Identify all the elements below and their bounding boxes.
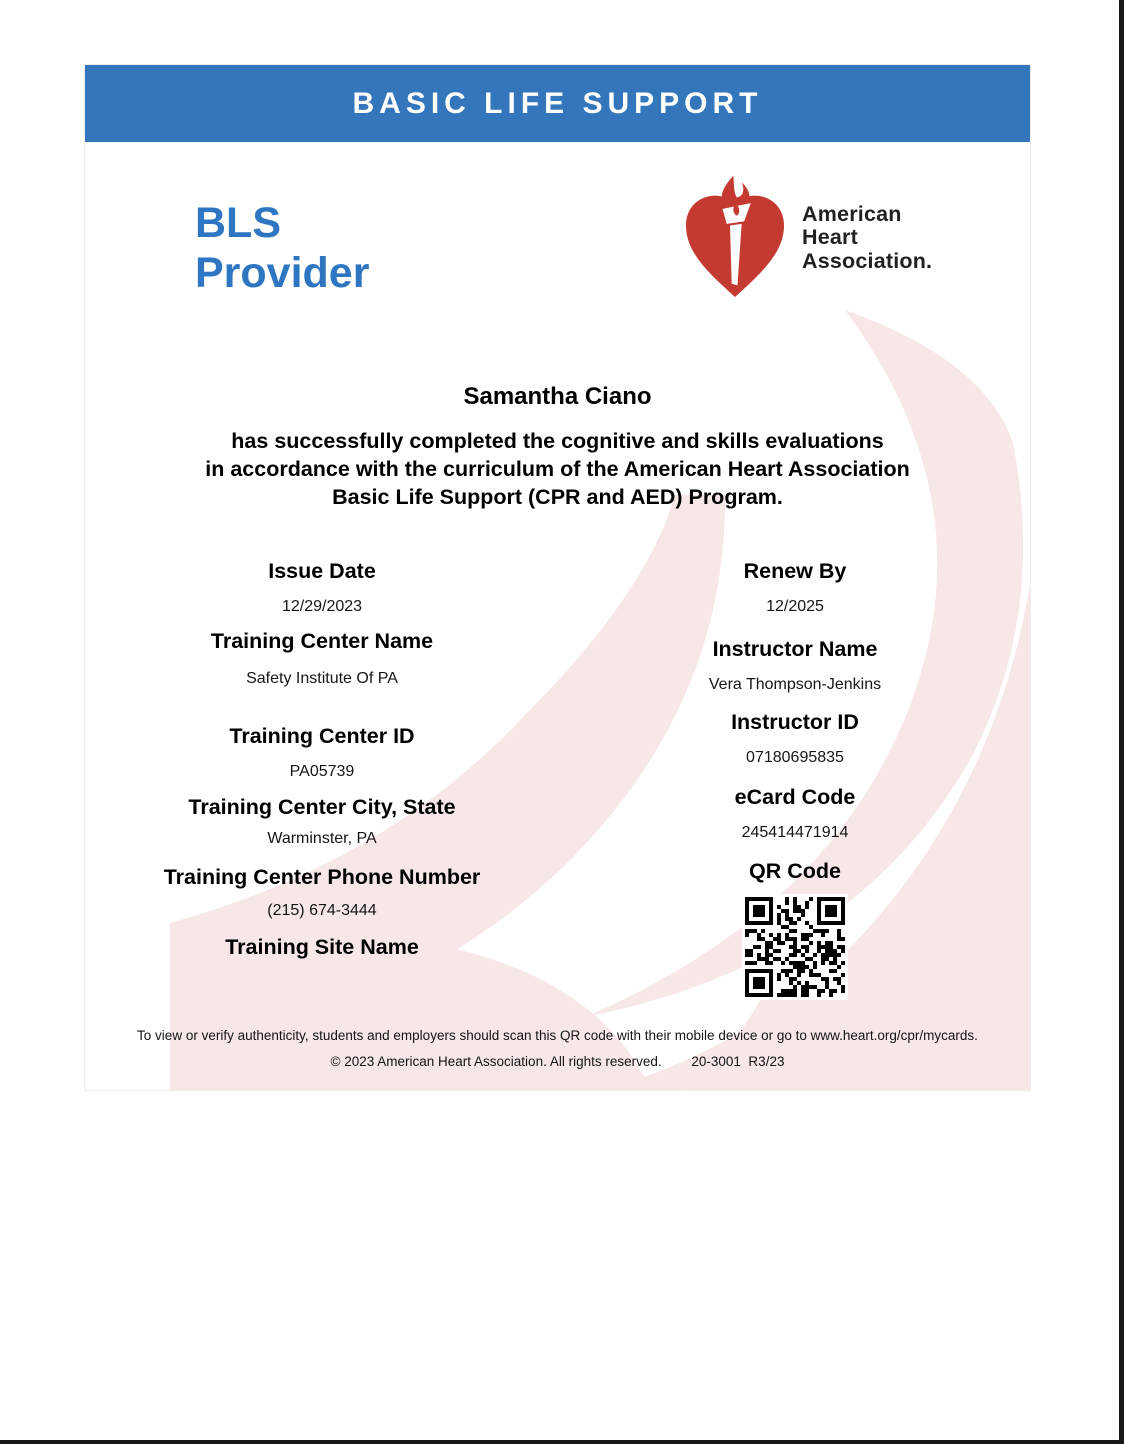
footer-copyright-row	[85, 1054, 1030, 1071]
field-label: Training Center Phone Number	[163, 864, 481, 889]
qr-code	[742, 894, 848, 1000]
completion-statement-line3: Basic Life Support (CPR and AED) Program.	[332, 484, 783, 509]
field-renew-by	[595, 559, 995, 616]
field-label: Training Center City, State	[188, 794, 456, 819]
certificate-header-title: BASIC LIFE SUPPORT	[352, 86, 763, 120]
footer	[85, 1028, 1030, 1071]
footer-copyright-text: © 2023 American Heart Association. All rights reserved.	[330, 1053, 662, 1069]
field-value: Safety Institute Of PA	[246, 669, 398, 687]
field-label: Training Center ID	[229, 723, 415, 748]
field-value: Vera Thompson-Jenkins	[708, 675, 882, 693]
field-training-center-id	[122, 724, 522, 781]
field-label: Issue Date	[268, 559, 376, 583]
left-field-column	[122, 559, 522, 973]
certification-text	[85, 383, 1030, 512]
footer-doc-number: 20-3001 R3/23	[691, 1053, 785, 1069]
field-training-center-name	[122, 629, 522, 688]
field-instructor-id	[595, 710, 995, 767]
field-label: Instructor Name	[712, 636, 878, 661]
field-value: 12/2025	[766, 597, 824, 615]
certificate-card	[85, 65, 1030, 1090]
window-edge-bottom	[0, 1440, 1124, 1444]
field-label: Training Site Name	[225, 934, 419, 959]
field-value: PA05739	[289, 762, 355, 780]
field-value: Warminster, PA	[267, 829, 377, 847]
heart-torch-icon	[681, 169, 789, 307]
aha-logo-text-line2: Heart	[802, 225, 858, 250]
field-training-center-city-state	[122, 795, 522, 848]
completion-statement	[85, 428, 1030, 512]
footer-verify-text: To view or verify authenticity, students and employers should scan this QR code with their mobile device or go to www.heart.org/cpr/mycards.	[137, 1028, 978, 1043]
field-value: 07180695835	[746, 748, 844, 766]
field-ecard-code	[595, 785, 995, 842]
field-value: (215) 674-3444	[267, 901, 377, 919]
completion-statement-line1: has successfully completed the cognitive and skills evaluations	[231, 429, 884, 453]
aha-logo-text-line1: American	[802, 201, 902, 226]
field-training-site-name	[122, 935, 522, 961]
course-title-line2: Provider	[195, 249, 370, 298]
field-issue-date	[122, 559, 522, 616]
course-title	[195, 198, 369, 299]
field-label: eCard Code	[734, 784, 856, 809]
field-label: Training Center Name	[210, 628, 434, 653]
completion-statement-line2: in accordance with the curriculum of the American Heart Association	[205, 456, 910, 481]
field-label: Renew By	[743, 559, 847, 583]
field-instructor-name	[595, 637, 995, 694]
course-title-line1: BLS	[195, 199, 281, 247]
aha-logo-text	[802, 203, 932, 274]
aha-logo-text-line3: Association.	[802, 248, 933, 273]
field-value: 245414471914	[741, 823, 849, 841]
field-label: QR Code	[749, 858, 841, 883]
field-training-center-phone	[122, 865, 522, 920]
right-field-column	[595, 559, 995, 1002]
aha-logo	[681, 169, 932, 307]
field-qr-code	[595, 859, 995, 1002]
student-name: Samantha Ciano	[463, 383, 652, 410]
field-label: Instructor ID	[731, 709, 859, 734]
field-value: 12/29/2023	[281, 597, 363, 615]
window-edge-right	[1119, 0, 1124, 1444]
certificate-header-bar	[85, 65, 1030, 142]
